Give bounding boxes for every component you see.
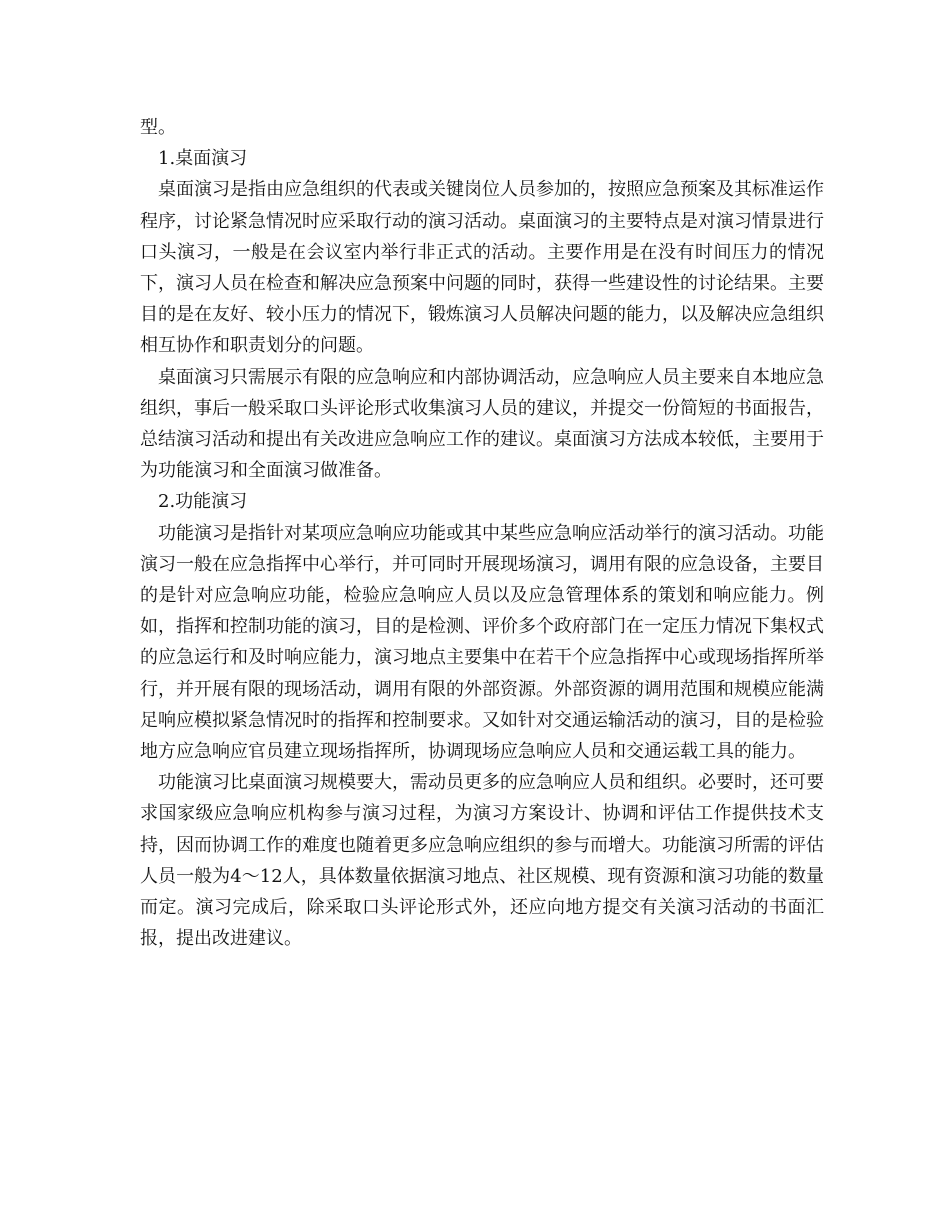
section-heading-functional: 2.功能演习 — [158, 491, 248, 513]
paragraph-functional-scale: 功能演习比桌面演习规模要大，需动员更多的应急响应人员和组织。必要时，还可要求国家级应急响应机构参与演习过程，为演习方案设计、协调和评估工作提供技术支持，因而协调工作的难度也随着更多应急响应组织的参与而增大。功能演习所需的评估人员一般为4～12人，具体数量依据演习地点、社区规模、现有资源和演习功能的数量而定。演习完成后，除采取口头评论形式外，还应向地方提交有关演习活动的书面汇报，提出改进建议。 — [140, 772, 824, 950]
section-heading-tabletop: 1.桌面演习 — [158, 148, 248, 170]
continuation-text: 型。 — [140, 117, 176, 138]
document-page — [140, 112, 824, 954]
paragraph-functional-definition: 功能演习是指针对某项应急响应功能或其中某些应急响应活动举行的演习活动。功能演习一般在应急指挥中心举行，并可同时开展现场演习，调用有限的应急设备，主要目的是针对应急响应功能，检验应急响应人员以及应急管理体系的策划和响应能力。例如，指挥和控制功能的演习，目的是检测、评价多个政府部门在一定压力情况下集权式的应急运行和及时响应能力，演习地点主要集中在若干个应急指挥中心或现场指挥所举行，并开展有限的现场活动，调用有限的外部资源。外部资源的调用范围和规模应能满足响应模拟紧急情况时的指挥和控制要求。又如针对交通运输活动的演习，目的是检验地方应急响应官员建立现场指挥所，协调现场应急响应人员和交通运载工具的能力。 — [140, 522, 824, 763]
paragraph-tabletop-scope: 桌面演习只需展示有限的应急响应和内部协调活动，应急响应人员主要来自本地应急组织，事后一般采取口头评论形式收集演习人员的建议，并提交一份简短的书面报告，总结演习活动和提出有关改进应急响应工作的建议。桌面演习方法成本较低，主要用于为功能演习和全面演习做准备。 — [140, 366, 824, 482]
paragraph-tabletop-definition: 桌面演习是指由应急组织的代表或关键岗位人员参加的，按照应急预案及其标准运作程序，讨论紧急情况时应采取行动的演习活动。桌面演习的主要特点是对演习情景进行口头演习，一般是在会议室内举行非正式的活动。主要作用是在没有时间压力的情况下，演习人员在检查和解决应急预案中问题的同时，获得一些建设性的讨论结果。主要目的是在友好、较小压力的情况下，锻炼演习人员解决问题的能力，以及解决应急组织相互协作和职责划分的问题。 — [140, 179, 824, 357]
